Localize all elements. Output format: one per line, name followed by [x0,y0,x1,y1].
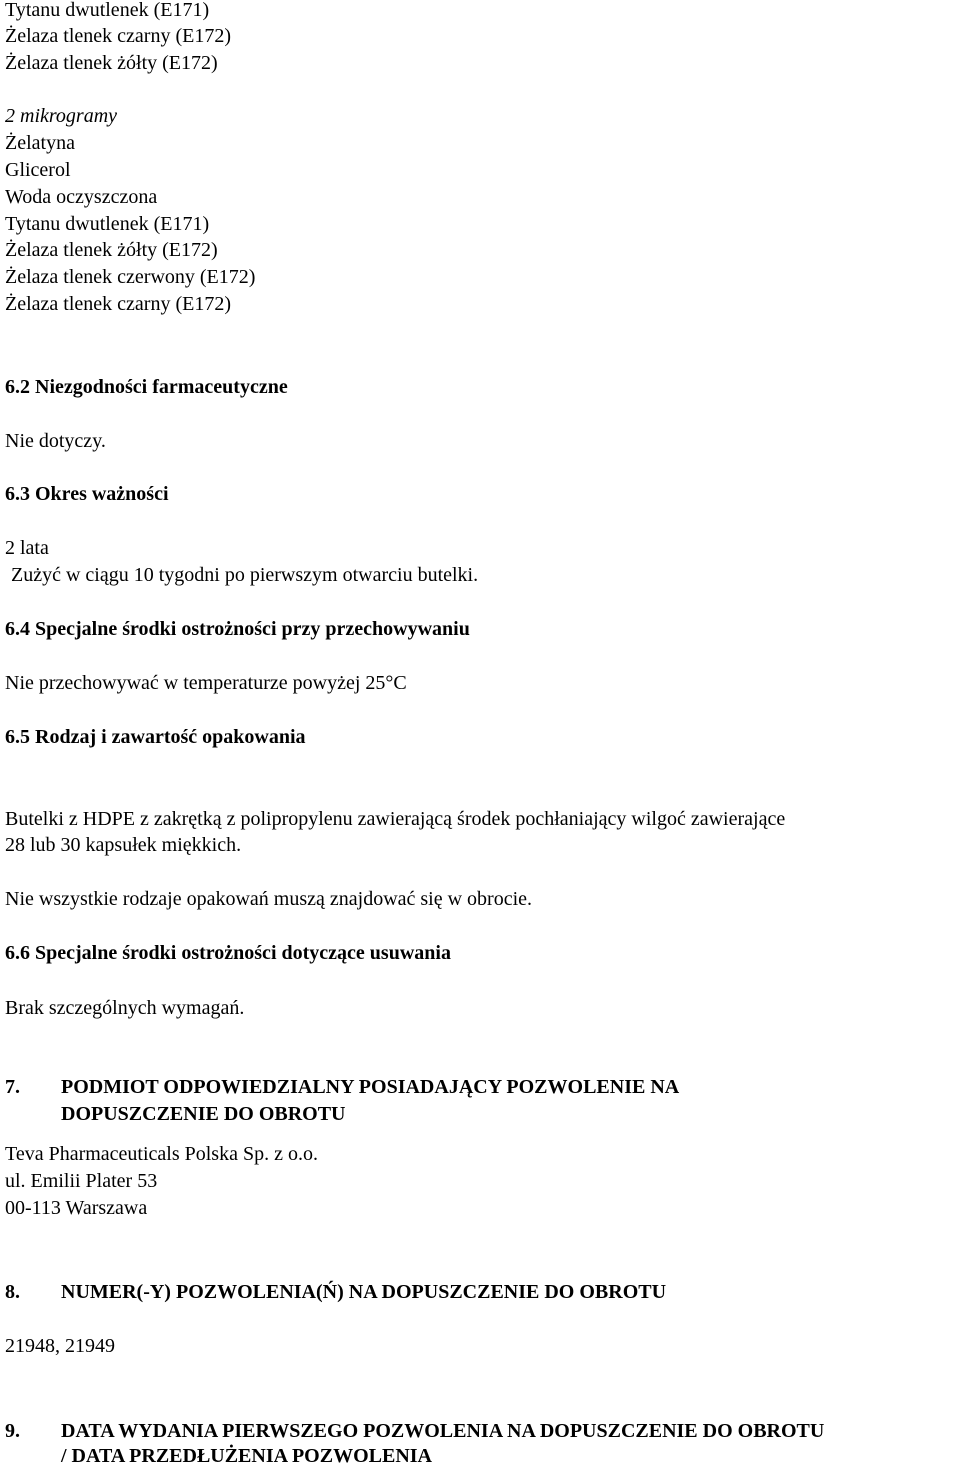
ingredient-item: Żelaza tlenek czarny (E172) [5,293,231,315]
ingredient-item: Żelaza tlenek czarny (E172) [5,25,231,47]
section-heading-6-2: 6.2 Niezgodności farmaceutyczne [5,376,288,398]
section-text-6-6: Brak szczególnych wymagań. [5,997,245,1019]
section-text-6-3-after-opening: Zużyć w ciągu 10 tygodni po pierwszym otwarciu butelki. [11,564,479,586]
ingredient-item: Woda oczyszczona [5,186,158,208]
section-note-6-5: Nie wszystkie rodzaje opakowań muszą znajdować się w obrocie. [5,888,533,910]
section-heading-6-4: 6.4 Specjalne środki ostrożności przy przechowywaniu [5,618,470,640]
section-text-6-4: Nie przechowywać w temperaturze powyżej 25°C [5,672,407,694]
section-text-6-5: Butelki z HDPE z zakrętką z polipropylenu zawierającą środek pochłaniający wilgoć zawierające [5,808,786,830]
section-heading-7: DOPUSZCZENIE DO OBROTU [61,1103,346,1125]
ingredient-item: Żelatyna [5,132,75,154]
section-heading-6-5: 6.5 Rodzaj i zawartość opakowania [5,726,306,748]
ingredient-item: Żelaza tlenek żółty (E172) [5,52,218,74]
section-text-6-3-shelf-life: 2 lata [5,537,49,559]
ingredient-item: Glicerol [5,159,71,181]
company-name: Teva Pharmaceuticals Polska Sp. z o.o. [5,1143,318,1165]
ingredient-item: Żelaza tlenek czerwony (E172) [5,266,256,288]
ingredient-item: Żelaza tlenek żółty (E172) [5,239,218,261]
ingredient-item: Tytanu dwutlenek (E171) [5,213,210,235]
section-heading-9: / DATA PRZEDŁUŻENIA POZWOLENIA [61,1445,432,1467]
section-text-6-2: Nie dotyczy. [5,430,106,452]
section-text-6-5: 28 lub 30 kapsułek miękkich. [5,834,242,856]
section-number-7: 7. [5,1076,20,1098]
section-heading-6-6: 6.6 Specjalne środki ostrożności dotyczące usuwania [5,942,451,964]
company-city: 00-113 Warszawa [5,1197,148,1219]
section-heading-8: NUMER(-Y) POZWOLENIA(Ń) NA DOPUSZCZENIE DO OBROTU [61,1281,667,1303]
section-number-9: 9. [5,1420,20,1442]
authorization-numbers: 21948, 21949 [5,1335,115,1357]
section-heading-7: PODMIOT ODPOWIEDZIALNY POSIADAJĄCY POZWOLENIE NA [61,1076,680,1098]
ingredient-dose: 2 mikrogramy [5,105,118,127]
ingredient-item: Tytanu dwutlenek (E171) [5,0,210,21]
company-street: ul. Emilii Plater 53 [5,1170,158,1192]
section-heading-6-3: 6.3 Okres ważności [5,483,169,505]
section-heading-9: DATA WYDANIA PIERWSZEGO POZWOLENIA NA DOPUSZCZENIE DO OBROTU [61,1420,825,1442]
section-number-8: 8. [5,1281,20,1303]
